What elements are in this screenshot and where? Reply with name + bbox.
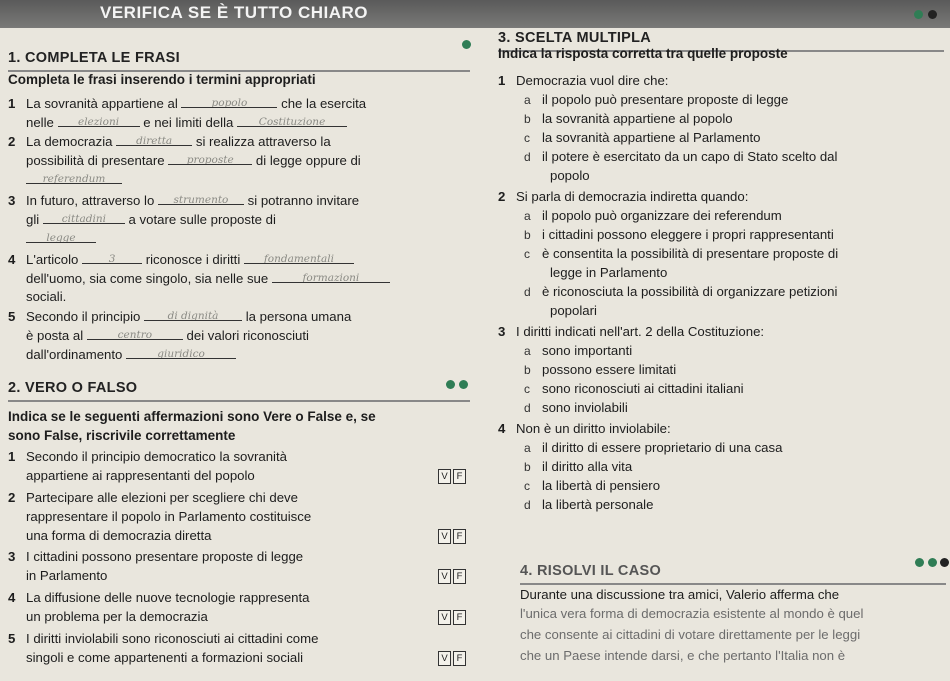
left-column <box>0 28 478 681</box>
option-line: popolo <box>550 168 590 183</box>
fill-blank[interactable]: elezioni <box>58 113 140 127</box>
option-line[interactable]: a il diritto di essere proprietario di una casa <box>524 440 783 455</box>
completa-line: è posta al centro dei valori riconosciuti <box>26 328 309 343</box>
case-text-line: che consente ai cittadini di votare direttamente per le leggi <box>520 627 861 642</box>
fill-blank[interactable]: diretta <box>116 132 192 146</box>
fill-blank[interactable]: referendum <box>26 170 122 184</box>
completa-line: dall'ordinamento giuridico <box>26 345 236 364</box>
true-box[interactable]: V <box>438 651 451 666</box>
right-column <box>478 28 950 681</box>
fill-blank[interactable]: fondamentali <box>244 250 354 264</box>
option-line[interactable]: b possono essere limitati <box>524 362 677 377</box>
option-line[interactable]: b la sovranità appartiene al popolo <box>524 111 733 126</box>
statement-line: 5 I diritti inviolabili sono riconosciuti ai cittadini come <box>8 631 319 646</box>
true-false-boxes <box>438 610 466 625</box>
header-bar <box>0 0 950 28</box>
statement-line: 3 I cittadini possono presentare proposte di legge <box>8 549 304 564</box>
option-line[interactable]: a il popolo può organizzare dei referendum <box>524 208 782 223</box>
case-text-line: Durante una discussione tra amici, Valerio afferma che <box>520 587 840 602</box>
statement-line: una forma di democrazia diretta <box>26 528 212 543</box>
true-box[interactable]: V <box>438 529 451 544</box>
false-box[interactable]: F <box>453 651 466 666</box>
completa-line: 3 In futuro, attraverso lo strumento si potranno invitare <box>8 193 360 208</box>
case-text-line: l'unica vera forma di democrazia esistente al mondo è quel <box>520 606 864 621</box>
fill-blank[interactable]: strumento <box>158 191 244 205</box>
section-completa-title: 1. COMPLETA LE FRASI <box>8 50 180 66</box>
true-false-boxes <box>438 469 466 484</box>
false-box[interactable]: F <box>453 469 466 484</box>
option-line[interactable]: c la libertà di pensiero <box>524 478 661 493</box>
fill-blank[interactable]: formazioni <box>272 269 390 283</box>
question-line: 3 I diritti indicati nell'art. 2 della Costituzione: <box>498 324 765 339</box>
section-verofalso-title: 2. VERO O FALSO <box>8 380 138 396</box>
section-dot <box>459 380 468 389</box>
fill-blank[interactable]: centro <box>87 326 183 340</box>
option-line: popolari <box>550 303 597 318</box>
section-dot <box>462 40 471 49</box>
option-line[interactable]: b il diritto alla vita <box>524 459 633 474</box>
statement-line: un problema per la democrazia <box>26 609 208 624</box>
question-line: 2 Si parla di democrazia indiretta quando: <box>498 189 749 204</box>
header-dot-dark <box>928 10 937 19</box>
page-title: VERIFICA SE È TUTTO CHIARO <box>100 3 369 22</box>
completa-line: dell'uomo, sia come singolo, sia nelle sue formazioni <box>26 269 390 288</box>
section-dot <box>915 558 924 567</box>
section-rule <box>520 583 946 585</box>
statement-line: rappresentare il popolo in Parlamento costituisce <box>26 509 312 524</box>
verofalso-instruction: Indica se le seguenti affermazioni sono Vere o False e, se <box>8 409 376 424</box>
completa-line: 2 La democrazia diretta si realizza attraverso la <box>8 134 331 149</box>
option-line[interactable]: c la sovranità appartiene al Parlamento <box>524 130 761 145</box>
section-caso-title: 4. RISOLVI IL CASO <box>520 563 662 579</box>
true-box[interactable]: V <box>438 469 451 484</box>
completa-instruction: Completa le frasi inserendo i termini appropriati <box>8 72 316 87</box>
case-text-line: che un Paese intende darsi, e che pertanto l'Italia non è <box>520 648 846 663</box>
false-box[interactable]: F <box>453 610 466 625</box>
completa-line: 4 L'articolo 3 riconosce i diritti fondamentali <box>8 250 354 269</box>
false-box[interactable]: F <box>453 529 466 544</box>
option-line[interactable]: d il potere è esercitato da un capo di Stato scelto dal <box>524 149 838 164</box>
statement-line: in Parlamento <box>26 568 108 583</box>
fill-blank[interactable]: popolo <box>181 94 277 108</box>
option-line[interactable]: d sono inviolabili <box>524 400 628 415</box>
completa-line: sociali. <box>26 289 67 304</box>
completa-line: gli cittadini a votare sulle proposte di <box>26 212 276 227</box>
fill-blank[interactable]: proposte <box>168 151 252 165</box>
true-false-boxes <box>438 569 466 584</box>
statement-line: appartiene ai rappresentanti del popolo <box>26 468 255 483</box>
option-line[interactable]: d è riconosciuta la possibilità di organizzare petizioni <box>524 284 838 299</box>
scelta-instruction: Indica la risposta corretta tra quelle proposte <box>498 46 788 61</box>
false-box[interactable]: F <box>453 569 466 584</box>
header-dot-green <box>914 10 923 19</box>
statement-line: 1 Secondo il principio democratico la sovranità <box>8 449 287 464</box>
option-line: legge in Parlamento <box>550 265 668 280</box>
completa-line: 5 Secondo il principio di dignità la persona umana <box>8 309 352 324</box>
completa-line: 1 La sovranità appartiene al popolo che la esercita <box>8 96 367 111</box>
section-rule <box>8 400 470 402</box>
fill-blank[interactable]: giuridico <box>126 345 236 359</box>
question-line: 1 Democrazia vuol dire che: <box>498 73 669 88</box>
section-dot <box>446 380 455 389</box>
statement-line: 2 Partecipare alle elezioni per scegliere chi deve <box>8 490 298 505</box>
section-scelta-title: 3. SCELTA MULTIPLA <box>498 30 652 46</box>
fill-blank[interactable]: Costituzione <box>237 113 347 127</box>
true-box[interactable]: V <box>438 569 451 584</box>
true-false-boxes <box>438 651 466 666</box>
true-false-boxes <box>438 529 466 544</box>
fill-blank[interactable]: legge <box>26 229 96 243</box>
fill-blank[interactable]: di dignità <box>144 307 242 321</box>
completa-line: nelle elezioni e nei limiti della Costituzione <box>26 113 347 132</box>
option-line[interactable]: d la libertà personale <box>524 497 654 512</box>
section-dot <box>928 558 937 567</box>
option-line[interactable]: c è consentita la possibilità di presentare proposte di <box>524 246 839 261</box>
completa-line: possibilità di presentare proposte di legge oppure di <box>26 153 361 168</box>
option-line[interactable]: b i cittadini possono eleggere i propri rappresentanti <box>524 227 834 242</box>
question-line: 4 Non è un diritto inviolabile: <box>498 421 671 436</box>
fill-blank[interactable]: 3 <box>82 250 142 264</box>
completa-line <box>26 170 122 189</box>
option-line[interactable]: a sono importanti <box>524 343 633 358</box>
completa-line <box>26 229 96 248</box>
fill-blank[interactable]: cittadini <box>43 210 125 224</box>
option-line[interactable]: c sono riconosciuti ai cittadini italiani <box>524 381 744 396</box>
statement-line: 4 La diffusione delle nuove tecnologie rappresenta <box>8 590 310 605</box>
option-line[interactable]: a il popolo può presentare proposte di legge <box>524 92 789 107</box>
statement-line: singoli e come appartenenti a formazioni sociali <box>26 650 304 665</box>
verofalso-instruction: sono False, riscrivile correttamente <box>8 428 236 443</box>
section-dot <box>940 558 949 567</box>
true-box[interactable]: V <box>438 610 451 625</box>
